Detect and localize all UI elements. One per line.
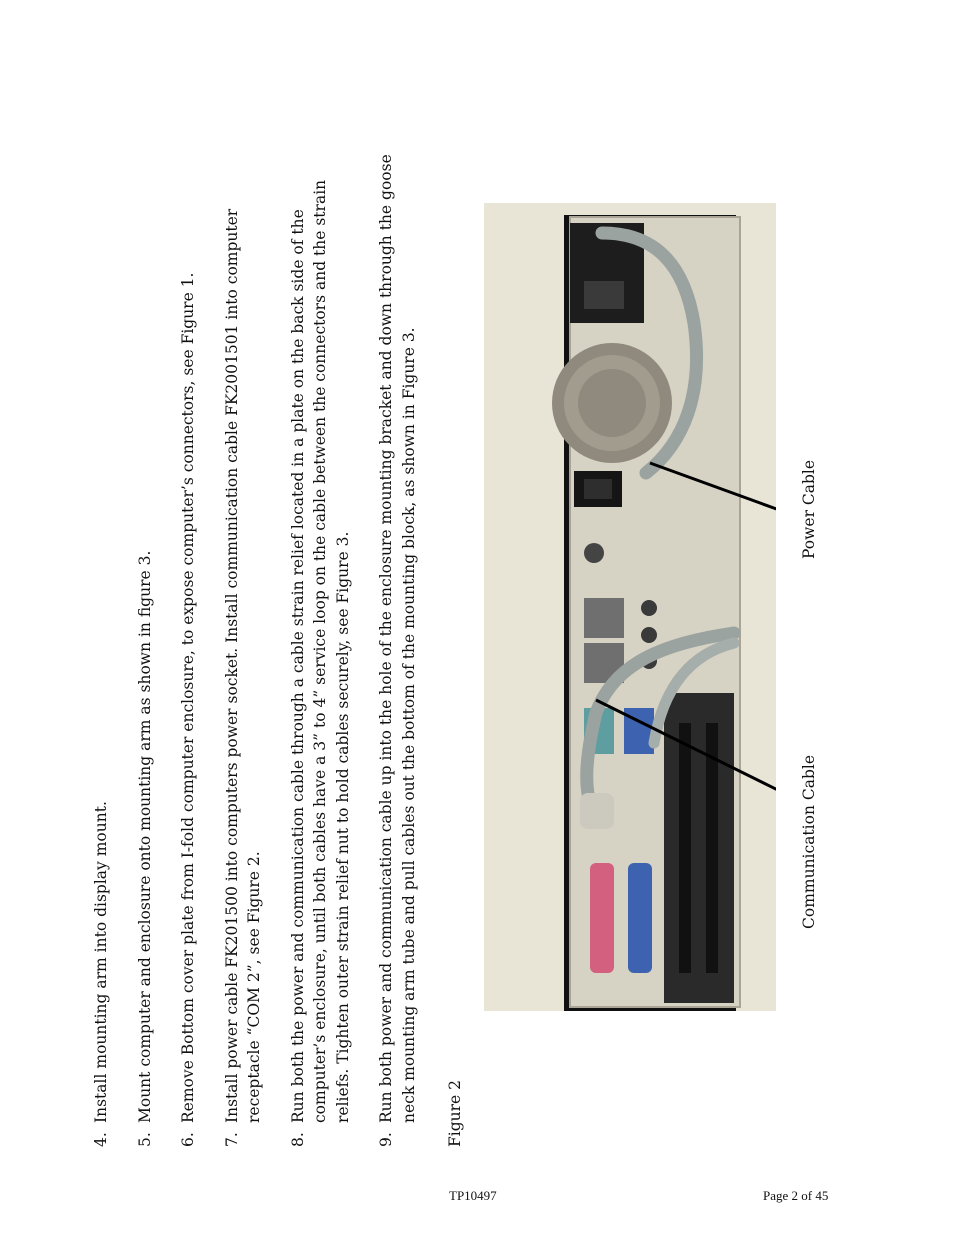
communication-cable-label: Communication Cable [800, 754, 818, 929]
step-text: Remove Bottom cover plate from I-fold computer enclosure, to expose computer’s connectors, see Figure 1. [179, 272, 197, 1123]
step-number: 5. [135, 1132, 154, 1147]
step-text: Install mounting arm into display mount. [92, 801, 110, 1123]
step-text: Run both power and communication cable up into the hole of the enclosure mounting bracket and down through the goose neck mounting arm tube and pull cables out the bottom of the mounting block, as shown in Figure 3. [377, 154, 418, 1123]
figure-caption: Figure 2 [446, 1080, 464, 1147]
ps2-port [584, 543, 604, 563]
document-id: TP10497 [449, 1188, 497, 1203]
cable-connector [580, 793, 614, 829]
step-number: 4. [92, 1132, 110, 1147]
step-text: Run both the power and communication cable through a cable strain relief located in a plate on the back side of the computer’s enclosure, until both cables have a 3” to 4” service loop on the cable between the connectors and the strain reliefs. Tighten outer strain relief nut to hold cables securely, see Figure 3. [288, 179, 352, 1123]
list-item [134, 147, 157, 1147]
step-number: 6. [179, 1132, 197, 1147]
step-number: 9. [377, 1132, 395, 1147]
page-number: Page 2 of 45 [763, 1188, 829, 1203]
parallel-port-pink [590, 863, 614, 973]
step-number: 7. [222, 1132, 241, 1147]
step-text: Install power cable FK201500 into computers power socket. Install communication cable FK2001501 into computer receptacle “COM 2”, see Figure 2. [222, 208, 263, 1123]
serial-port-blue [628, 863, 652, 973]
step-text: Mount computer and enclosure onto mounting arm as shown in figure 3. [135, 550, 154, 1123]
list-item [90, 147, 113, 1147]
fan-vent [552, 343, 672, 463]
usb-ports [584, 598, 624, 638]
list-item [375, 147, 420, 1147]
step-number: 8. [288, 1132, 307, 1147]
list-item [177, 147, 200, 1147]
list-item [287, 147, 355, 1147]
audio-jack [641, 600, 657, 616]
list-item [221, 147, 266, 1147]
computer-rear-photo [484, 203, 776, 1011]
power-cable-label: Power Cable [800, 459, 818, 559]
instruction-list [90, 147, 441, 1147]
